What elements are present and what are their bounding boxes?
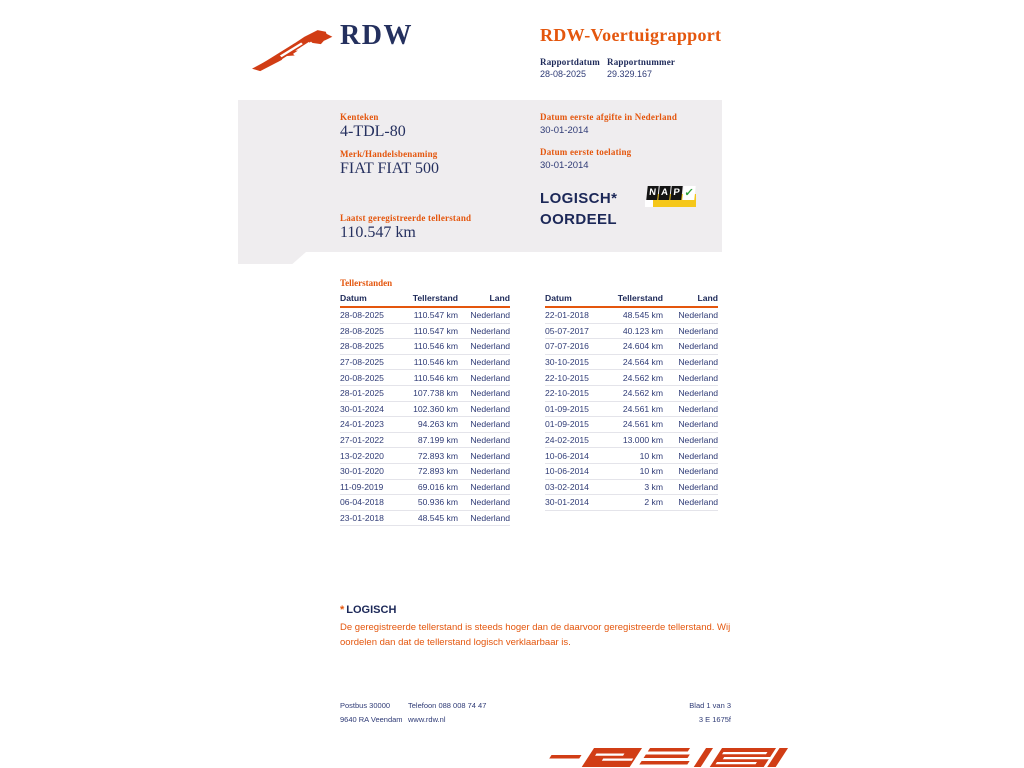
- table-cell: Nederland: [678, 450, 718, 461]
- table-cell: Nederland: [678, 310, 718, 321]
- afgifte-value: 30-01-2014: [540, 125, 589, 136]
- table-cell: 10 km: [639, 450, 663, 461]
- tellerstand-label: Laatst geregistreerde tellerstand: [340, 213, 472, 223]
- table-cell: 28-08-2025: [340, 341, 384, 352]
- table-cell: Nederland: [470, 372, 510, 383]
- table-cell: Nederland: [678, 325, 718, 336]
- header-datum: Datum: [545, 293, 572, 303]
- table-row: [340, 355, 510, 371]
- table-cell: Nederland: [678, 403, 718, 414]
- table-cell: Nederland: [470, 450, 510, 461]
- table-row: [340, 433, 510, 449]
- table-cell: 72.893 km: [417, 466, 458, 477]
- table-cell: Nederland: [678, 341, 718, 352]
- table-row: [545, 480, 718, 496]
- table-cell: 03-02-2014: [545, 481, 589, 492]
- table-cell: Nederland: [470, 357, 510, 368]
- table-cell: 72.893 km: [417, 450, 458, 461]
- table-cell: Nederland: [470, 388, 510, 399]
- table-row: [545, 464, 718, 480]
- nap-letter-a: A: [658, 186, 670, 200]
- table-cell: 06-04-2018: [340, 497, 384, 508]
- table-cell: Nederland: [678, 419, 718, 430]
- table-cell: 69.016 km: [417, 481, 458, 492]
- table-row: [340, 464, 510, 480]
- report-date-label: Rapportdatum: [540, 57, 600, 67]
- table-cell: 24-01-2023: [340, 419, 384, 430]
- table-row: [545, 308, 718, 324]
- table-row: [340, 511, 510, 527]
- table-cell: 13.000 km: [622, 435, 663, 446]
- odometer-table-left: [340, 278, 510, 526]
- table-cell: 24.562 km: [622, 372, 663, 383]
- report-number-label: Rapportnummer: [607, 57, 676, 67]
- tellerstand-value: 110.547 km: [340, 224, 416, 241]
- table-cell: 10-06-2014: [545, 466, 589, 477]
- table-row: [340, 308, 510, 324]
- table-body: [545, 308, 718, 511]
- table-cell: 30-10-2015: [545, 357, 589, 368]
- table-cell: 28-08-2025: [340, 310, 384, 321]
- merk-label: Merk/Handelsbenaming: [340, 149, 438, 159]
- table-cell: Nederland: [470, 403, 510, 414]
- footer-doc-code: 3 E 1675f: [698, 715, 731, 724]
- table-cell: 27-01-2022: [340, 435, 384, 446]
- table-cell: 24.561 km: [622, 403, 663, 414]
- table-row: [340, 324, 510, 340]
- table-cell: 2 km: [644, 497, 663, 508]
- header-tellerstand: Tellerstand: [412, 293, 458, 303]
- table-cell: 22-10-2015: [545, 372, 589, 383]
- footnote-text: De geregistreerde tellerstand is steeds hoger dan de daarvoor geregistreerde tellerstand. Wij oordelen dan dat de tellerstand logisch verklaarbaar is.: [340, 622, 731, 648]
- oordeel-line2: OORDEEL: [540, 211, 617, 228]
- table-row: [545, 339, 718, 355]
- table-cell: Nederland: [678, 372, 718, 383]
- table-cell: 01-09-2015: [545, 419, 589, 430]
- table-cell: 3 km: [644, 481, 663, 492]
- table-cell: Nederland: [470, 513, 510, 524]
- table-cell: Nederland: [470, 497, 510, 508]
- header-land: Land: [489, 293, 510, 303]
- table-cell: 27-08-2025: [340, 357, 384, 368]
- afgifte-label: Datum eerste afgifte in Nederland: [540, 112, 678, 122]
- header-tellerstand: Tellerstand: [617, 293, 663, 303]
- table-cell: 24.564 km: [622, 357, 663, 368]
- footnote-title-text: LOGISCH: [346, 604, 397, 616]
- table-title: Tellerstanden: [340, 278, 393, 288]
- table-cell: Nederland: [470, 481, 510, 492]
- table-cell: 87.199 km: [417, 435, 458, 446]
- merk-value: FIAT FIAT 500: [340, 160, 439, 177]
- vehicle-summary-box: [238, 100, 722, 252]
- summary-box-tab: [238, 252, 306, 264]
- table-cell: 107.738 km: [413, 388, 458, 399]
- table-cell: Nederland: [678, 481, 718, 492]
- table-header-row: [545, 292, 718, 308]
- table-cell: 10-06-2014: [545, 450, 589, 461]
- table-cell: 22-01-2018: [545, 310, 589, 321]
- table-cell: 24.562 km: [622, 388, 663, 399]
- table-row: [545, 324, 718, 340]
- table-cell: 07-07-2016: [545, 341, 589, 352]
- table-cell: Nederland: [678, 357, 718, 368]
- table-row: [545, 495, 718, 511]
- table-row: [340, 495, 510, 511]
- table-cell: 40.123 km: [622, 325, 663, 336]
- table-cell: Nederland: [470, 325, 510, 336]
- table-row: [340, 386, 510, 402]
- table-cell: 01-09-2015: [545, 403, 589, 414]
- table-cell: Nederland: [678, 466, 718, 477]
- footer-website: www.rdw.nl: [408, 715, 446, 724]
- table-body: [340, 308, 510, 526]
- nap-letter-p: P: [670, 186, 682, 200]
- table-row: [545, 433, 718, 449]
- table-cell: 48.545 km: [622, 310, 663, 321]
- nap-logo-icon: [645, 186, 697, 210]
- footer-page-number: Blad 1 van 3: [689, 701, 731, 710]
- table-row: [340, 370, 510, 386]
- oordeel-text: [540, 188, 617, 230]
- table-cell: Nederland: [470, 310, 510, 321]
- table-cell: 48.545 km: [417, 513, 458, 524]
- table-header-row: [340, 292, 510, 308]
- table-cell: 11-09-2019: [340, 481, 384, 492]
- table-cell: 24.604 km: [622, 341, 663, 352]
- table-row: [340, 480, 510, 496]
- table-cell: 30-01-2020: [340, 466, 384, 477]
- table-row: [340, 339, 510, 355]
- table-cell: 110.546 km: [413, 357, 458, 368]
- table-cell: 94.263 km: [417, 419, 458, 430]
- table-cell: 110.546 km: [413, 341, 458, 352]
- nap-letter-n: N: [646, 186, 658, 200]
- table-row: [545, 355, 718, 371]
- footnote-title: [340, 604, 396, 616]
- report-title: RDW-Voertuigrapport: [540, 25, 722, 45]
- toelating-value: 30-01-2014: [540, 160, 589, 171]
- table-cell: Nederland: [678, 388, 718, 399]
- table-cell: Nederland: [470, 341, 510, 352]
- table-cell: 22-10-2015: [545, 388, 589, 399]
- table-cell: 23-01-2018: [340, 513, 384, 524]
- table-row: [545, 370, 718, 386]
- table-row: [545, 417, 718, 433]
- header-land: Land: [697, 293, 718, 303]
- table-cell: 50.936 km: [417, 497, 458, 508]
- table-row: [340, 417, 510, 433]
- header-datum: Datum: [340, 293, 367, 303]
- rdw-wordmark: RDW: [340, 20, 413, 51]
- table-cell: 28-01-2025: [340, 388, 384, 399]
- footer-phone: Telefoon 088 008 74 47: [408, 701, 487, 710]
- table-cell: 20-08-2025: [340, 372, 384, 383]
- footer-postbus: Postbus 30000: [340, 701, 391, 710]
- kenteken-label: Kenteken: [340, 112, 379, 122]
- report-number-value: 29.329.167: [607, 69, 653, 79]
- rdw-bird-logo-icon: [252, 26, 334, 72]
- table-cell: 05-07-2017: [545, 325, 589, 336]
- table-row: [545, 402, 718, 418]
- table-cell: 110.547 km: [413, 325, 458, 336]
- rdw-stripes-graphic: [540, 743, 800, 768]
- table-cell: 110.547 km: [413, 310, 458, 321]
- table-row: [340, 448, 510, 464]
- table-cell: 24-02-2015: [545, 435, 589, 446]
- nap-white-square: [645, 200, 653, 207]
- table-cell: Nederland: [678, 435, 718, 446]
- table-cell: 102.360 km: [413, 403, 458, 414]
- table-cell: 13-02-2020: [340, 450, 384, 461]
- oordeel-line1: LOGISCH*: [540, 190, 618, 207]
- footnote-asterisk: *: [340, 604, 345, 616]
- table-cell: Nederland: [470, 466, 510, 477]
- table-row: [340, 402, 510, 418]
- table-cell: 30-01-2014: [545, 497, 589, 508]
- table-cell: Nederland: [470, 435, 510, 446]
- nap-check-icon: ✓: [683, 187, 695, 199]
- toelating-label: Datum eerste toelating: [540, 147, 632, 157]
- kenteken-value: 4-TDL-80: [340, 123, 406, 140]
- table-cell: 10 km: [639, 466, 663, 477]
- table-row: [545, 386, 718, 402]
- table-cell: 28-08-2025: [340, 325, 384, 336]
- table-cell: 24.561 km: [622, 419, 663, 430]
- table-cell: Nederland: [678, 497, 718, 508]
- table-cell: 30-01-2024: [340, 403, 384, 414]
- footer-city: 9640 RA Veendam: [340, 715, 403, 724]
- table-row: [545, 448, 718, 464]
- table-cell: Nederland: [470, 419, 510, 430]
- report-date-value: 28-08-2025: [540, 69, 587, 79]
- table-cell: 110.546 km: [413, 372, 458, 383]
- odometer-table-right: [545, 292, 718, 511]
